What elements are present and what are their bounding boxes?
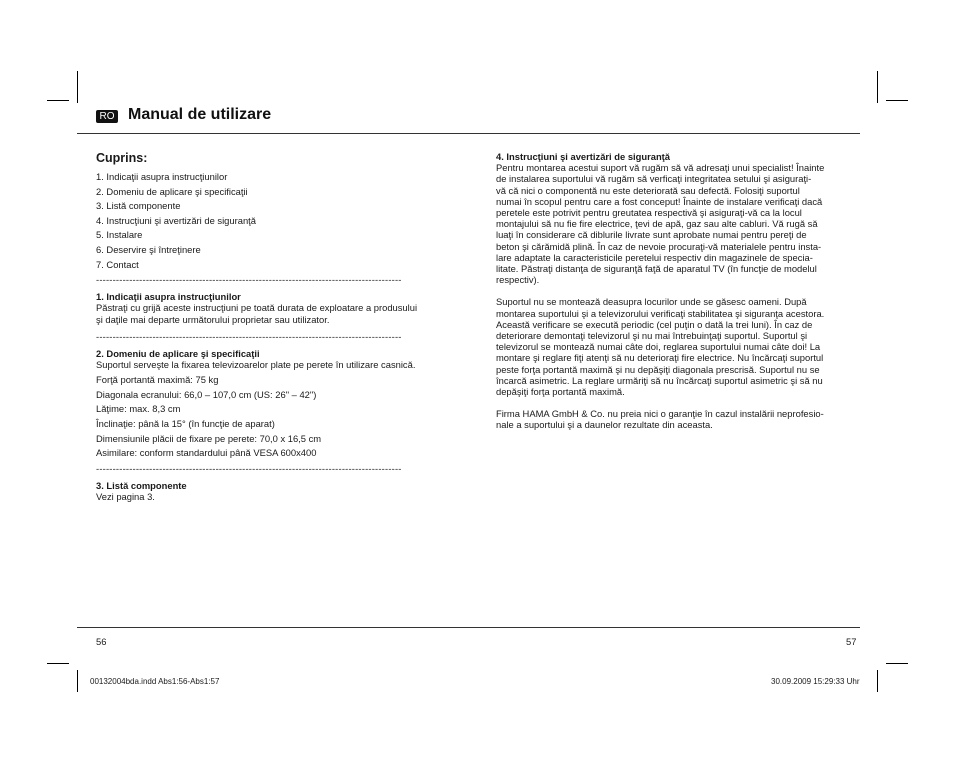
section-4-line: Firma HAMA GmbH & Co. nu preia nici o garanţie în cazul instalării neprofesio- bbox=[496, 408, 824, 420]
section-4-line: peste forţa portantă maximă şi nu depăşiţi diagonala prescrisă. Suportul nu se bbox=[496, 363, 820, 375]
section-4-line: numai în scopul pentru care a fost conceput! Înainte de instalare verificaţi dacă bbox=[496, 195, 823, 207]
section-4-line: Această verificare se execută periodic (cel puţin o dată la trei luni). În caz de bbox=[496, 318, 813, 330]
toc-item: 4. Instrucţiuni şi avertizări de siguranţă bbox=[96, 214, 256, 226]
section-3-title: 3. Listă componente bbox=[96, 479, 187, 491]
crop-mark-bottom-right-vertical bbox=[877, 670, 878, 692]
section-1-line: Păstraţi cu grijă aceste instrucţiuni pe toată durata de exploatare a produsului bbox=[96, 302, 418, 314]
dashed-separator: -------------------------------------------------------------------------------------------- bbox=[96, 462, 402, 474]
dashed-separator: -------------------------------------------------------------------------------------------- bbox=[96, 330, 402, 342]
section-4-line: de instalarea suportului vă rugăm să verficaţi integritatea setului şi asiguraţi- bbox=[496, 173, 812, 185]
section-4-line: montarea suportului şi a televizorului verificaţi stabilitatea şi siguranţa acestora. bbox=[496, 307, 825, 319]
section-1-title: 1. Indicaţii asupra instrucţiunilor bbox=[96, 291, 241, 303]
spec-line: Forţă portantă maximă: 75 kg bbox=[96, 374, 219, 386]
date-info: 30.09.2009 15:29:33 Uhr bbox=[771, 677, 860, 686]
toc-title: Cuprins: bbox=[96, 151, 148, 165]
section-4-title: 4. Instrucţiuni şi avertizări de siguranţă bbox=[496, 151, 671, 162]
section-4-line: încarcă asimetric. La reglare urmăriţi să nu încărcaţi suportul asimetric şi să nu bbox=[496, 374, 823, 386]
spec-line: Dimensiunile plăcii de fixare pe perete: 70,0 x 16,5 cm bbox=[96, 432, 322, 444]
header-rule bbox=[77, 133, 860, 134]
toc-item: 3. Listă componente bbox=[96, 200, 181, 212]
paragraph-gap bbox=[496, 285, 860, 296]
spec-line: Diagonala ecranului: 66,0 – 107,0 cm (US: 26" – 42") bbox=[96, 388, 317, 400]
section-4-line: luaţi în considerare că diblurile livrate sunt aprobate numai pentru pereţi de bbox=[496, 229, 807, 241]
paragraph-gap bbox=[496, 397, 860, 408]
language-badge: RO bbox=[96, 110, 118, 123]
section-4-line: peretele este potrivit pentru greutatea respectivă şi asiguraţi-vă ca la locul bbox=[496, 207, 802, 219]
crop-mark-top-left-vertical bbox=[77, 71, 78, 103]
toc-item: 1. Indicaţii asupra instrucţiunilor bbox=[96, 171, 228, 182]
spec-line: Asimilare: conform standardului până VESA 600x400 bbox=[96, 447, 317, 459]
section-4-line: televizorul se montează numai câte doi, reglarea suportului numai câte doi! La bbox=[496, 341, 821, 353]
page-title: Manual de utilizare bbox=[128, 106, 272, 123]
spec-line: Înclinaţie: până la 15° (în funcţie de aparat) bbox=[96, 417, 275, 429]
section-4-line: respectiv). bbox=[496, 274, 540, 286]
section-4-line: montare şi reglare fiţi atenţi să nu deterioraţi fire electrice. Nu încărcaţi suportul bbox=[496, 352, 824, 364]
section-4-line: depăşiţi forţa portantă maximă. bbox=[496, 386, 625, 398]
footer-rule bbox=[77, 627, 860, 628]
toc-item: 5. Instalare bbox=[96, 229, 143, 241]
crop-mark-bottom-left-horizontal bbox=[47, 663, 69, 664]
section-4-line: beton şi cărămidă plină. În caz de nevoie procuraţi-vă materialele pentru insta- bbox=[496, 240, 822, 252]
section-4-line: Pentru montarea acestui suport vă rugăm să vă adresaţi unui specialist! Înainte bbox=[496, 162, 825, 174]
section-4-line: lare adaptate la caracteristicile peretelui respectiv din magazinele de specia- bbox=[496, 251, 813, 263]
spec-line: Lăţime: max. 8,3 cm bbox=[96, 403, 181, 415]
crop-mark-top-right-vertical bbox=[877, 71, 878, 103]
section-4-line: deteriorare demontaţi televizorul şi nu mai întrebuinţaţi suportul. Suportul şi bbox=[496, 330, 808, 342]
crop-mark-top-right-horizontal bbox=[886, 100, 908, 101]
crop-mark-top-left-horizontal bbox=[47, 100, 69, 101]
toc-item: 2. Domeniu de aplicare şi specificaţii bbox=[96, 185, 248, 197]
section-4-line: Suportul nu se montează deasupra locurilor unde se găsesc oameni. După bbox=[496, 296, 807, 308]
section-2-intro: Suportul serveşte la fixarea televizoarelor plate pe perete în utilizare casnică. bbox=[96, 358, 416, 370]
left-column bbox=[96, 151, 452, 502]
page-number-left: 56 bbox=[96, 636, 107, 647]
file-info: 00132004bda.indd Abs1:56-Abs1:57 bbox=[90, 677, 220, 686]
toc-item: 6. Deservire şi întreţinere bbox=[96, 243, 201, 255]
section-1-line: şi daţile mai departe următorului proprietar sau utilizator. bbox=[96, 313, 330, 325]
section-4-line: nale a suportului şi a daunelor rezultate din aceasta. bbox=[496, 419, 713, 431]
right-column bbox=[496, 151, 860, 431]
crop-mark-bottom-right-horizontal bbox=[886, 663, 908, 664]
section-4-line: montajului să nu fie fire electrice, ţevi de apă, gaz sau alte cabluri. Vă rugă să bbox=[496, 218, 818, 230]
section-4-line: litate. Păstraţi distanţa de siguranţă faţă de aparatul TV (în funcţie de modelul bbox=[496, 263, 817, 275]
section-4-line: vă că nici o componentă nu este deteriorată sau defectă. Folosiţi suportul bbox=[496, 184, 800, 196]
crop-mark-bottom-left-vertical bbox=[77, 670, 78, 692]
dashed-separator: -------------------------------------------------------------------------------------------- bbox=[96, 274, 402, 286]
section-2-title: 2. Domeniu de aplicare şi specificaţii bbox=[96, 347, 260, 359]
toc-item: 7. Contact bbox=[96, 258, 139, 270]
page-number-right: 57 bbox=[846, 636, 857, 647]
section-3-text: Vezi pagina 3. bbox=[96, 490, 155, 502]
